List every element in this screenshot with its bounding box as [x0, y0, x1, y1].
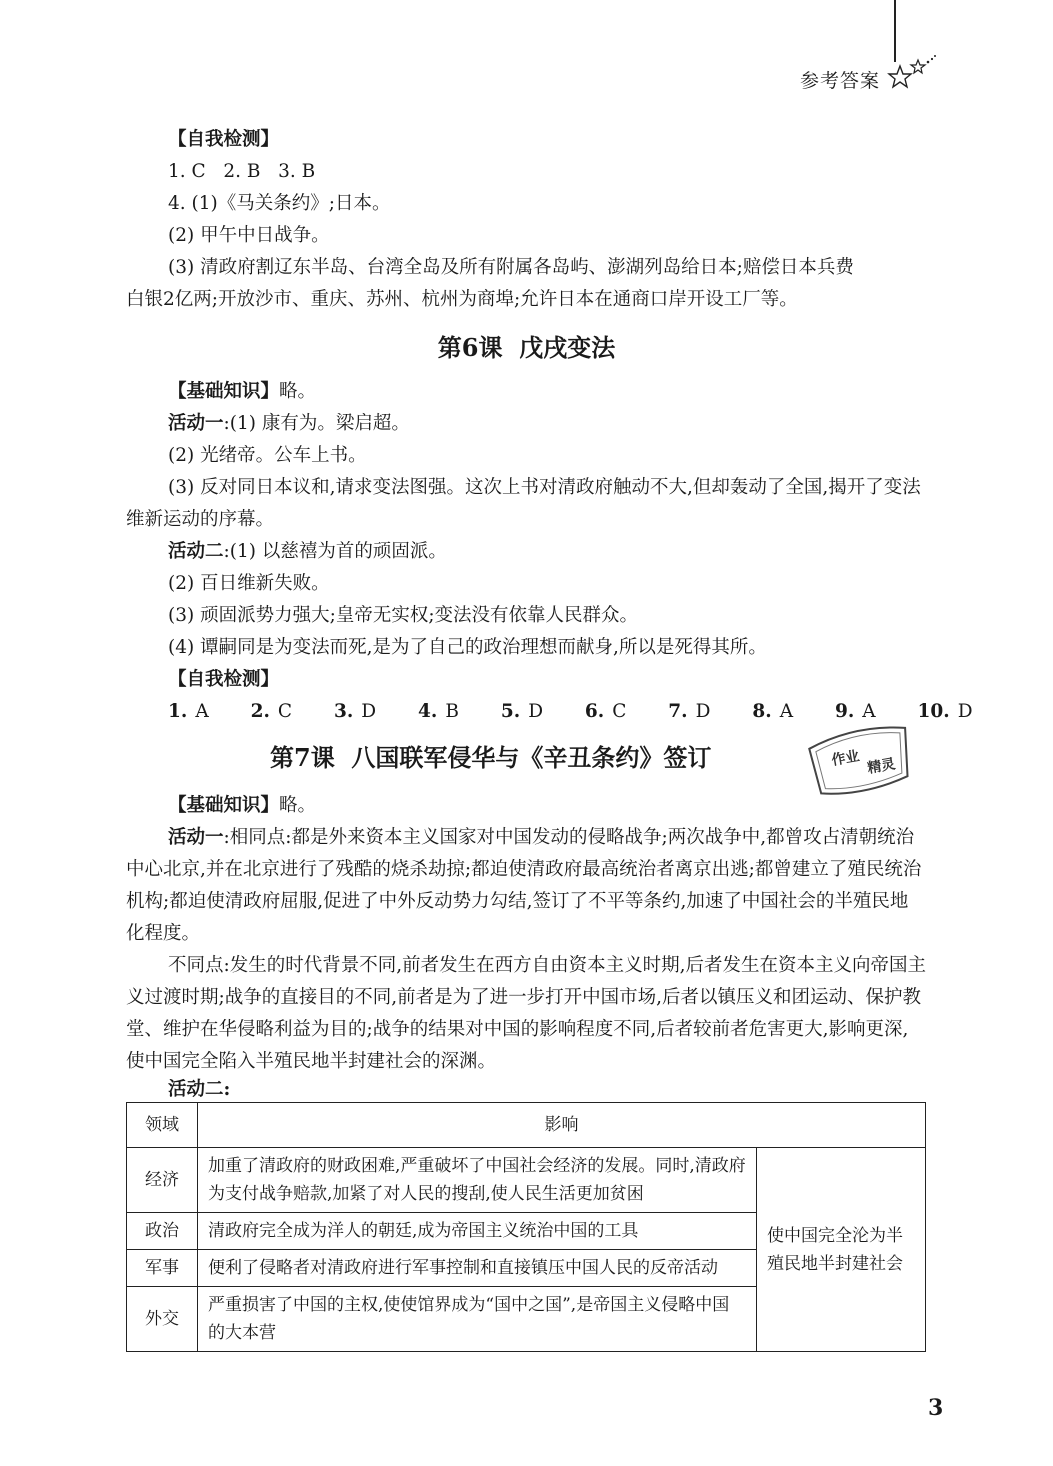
table-header-cell: 影响 [198, 1103, 926, 1148]
activity-text: :相同点:都是外来资本主义国家对中国发动的侵略战争;两次战争中,都曾攻占清朝统治中心北京,并在北京进行了残酷的烧杀劫掠;都迫使清政府最高统治者离京出逃;都曾建立了殖民统治机构;都迫使清政府屈服,促进了中外反动势力勾结,签订了不平等条约,加速了中国社会的半殖民地化程度。 [126, 827, 922, 944]
header-label: 参考答案 [800, 70, 881, 92]
activity-label: 活动二 [168, 541, 224, 562]
stamp-text-top: 作业 [830, 748, 861, 769]
table-cell-effect: 加重了清政府的财政困难,严重破坏了中国社会经济的发展。同时,清政府为支付战争赔款,加紧了对人民的搜刮,使人民生活更加贫困 [198, 1148, 757, 1213]
table-cell-field: 经济 [127, 1148, 198, 1213]
basic-text: 略。 [279, 381, 317, 402]
answer-line: (2) 光绪帝。公车上书。 [168, 445, 367, 466]
activity-1 [126, 822, 926, 950]
answer-paragraph: 不同点:发生的时代背景不同,前者发生在西方自由资本主义时期,后者发生在资本主义向帝国主义过渡时期;战争的直接目的不同,前者是为了进一步打开中国市场,后者以镇压义和团运动、保护教堂、维护在华侵略利益为目的;战争的结果对中国的影响程度不同,后者较前者危害更大,影响更深,使中国完全陷入半殖民地半封建社会的深渊。 [126, 955, 926, 1072]
answer-item: 2. C [250, 701, 293, 722]
table-cell-field: 政治 [127, 1213, 198, 1250]
lesson-title: 第6课 戊戌变法 [437, 333, 616, 362]
section-heading: 【自我检测】 [168, 129, 280, 150]
answer-item: 6. C [584, 701, 627, 722]
answer-item: 10. D [917, 701, 973, 722]
answer-line: (3) 清政府割辽东半岛、台湾全岛及所有附属各岛屿、澎湖列岛给日本;赔偿日本兵费 [168, 257, 854, 278]
lesson-title: 第7课 八国联军侵华与《辛丑条约》签订 [270, 743, 712, 772]
table-header-row [127, 1103, 926, 1148]
stamp-text-bottom: 精灵 [866, 756, 897, 777]
answer-item: 7. D [668, 701, 711, 722]
table-row [127, 1148, 926, 1213]
answer-line: (3) 顽固派势力强大;皇帝无实权;变法没有依靠人民群众。 [168, 605, 639, 626]
activity-label: 活动二: [168, 1079, 231, 1100]
answer-item: 8. A [752, 701, 794, 722]
stamp-logo-icon [800, 718, 922, 802]
answer-line: 4. (1)《马关条约》;日本。 [168, 193, 391, 214]
activity-label: 活动一 [168, 413, 224, 434]
activity-text: :(1) 康有为。梁启超。 [223, 413, 410, 434]
table-cell-effect: 严重损害了中国的主权,使使馆界成为“国中之国”,是帝国主义侵略中国的大本营 [198, 1287, 757, 1352]
basic-knowledge [168, 790, 316, 822]
activity-1 [168, 408, 410, 440]
basic-text: 略。 [279, 795, 317, 816]
page-number: 3 [928, 1395, 944, 1421]
impact-table [126, 1102, 926, 1352]
answer-paragraph: (3) 反对同日本议和,请求变法图强。这次上书对清政府触动不大,但却轰动了全国,揭开了变法维新运动的序幕。 [126, 477, 921, 530]
activity-label: 活动一 [168, 827, 224, 848]
table-cell-summary: 使中国完全沦为半殖民地半封建社会 [757, 1148, 926, 1352]
table-cell-effect: 清政府完全成为洋人的朝廷,成为帝国主义统治中国的工具 [198, 1213, 757, 1250]
answer-item: 1. A [168, 701, 209, 722]
answer-item: 3. D [333, 701, 377, 722]
answer-item: 5. D [500, 701, 544, 722]
basic-knowledge [168, 376, 316, 408]
activity-2 [168, 536, 447, 568]
answer-item: 9. A [834, 701, 876, 722]
activity-text: :(1) 以慈禧为首的顽固派。 [223, 541, 447, 562]
section-heading: 【基础知识】 [168, 381, 280, 402]
answer-line: (4) 谭嗣同是为变法而死,是为了自己的政治理想而献身,所以是死得其所。 [168, 637, 767, 658]
table-cell-field: 外交 [127, 1287, 198, 1352]
section-heading: 【自我检测】 [168, 669, 280, 690]
answer-line: 白银2亿两;开放沙市、重庆、苏州、杭州为商埠;允许日本在通商口岸开设工厂等。 [126, 289, 798, 310]
section-heading: 【基础知识】 [168, 795, 280, 816]
answer-line: (2) 甲午中日战争。 [168, 225, 330, 246]
table-header-cell: 领域 [127, 1103, 198, 1148]
answer-line: 1. C 2. B 3. B [168, 161, 316, 182]
table-cell-field: 军事 [127, 1250, 198, 1287]
answer-line: (2) 百日维新失败。 [168, 573, 330, 594]
stars-icon [880, 50, 940, 90]
table-cell-effect: 便利了侵略者对清政府进行军事控制和直接镇压中国人民的反帝活动 [198, 1250, 757, 1287]
answer-item: 4. B [418, 701, 459, 722]
